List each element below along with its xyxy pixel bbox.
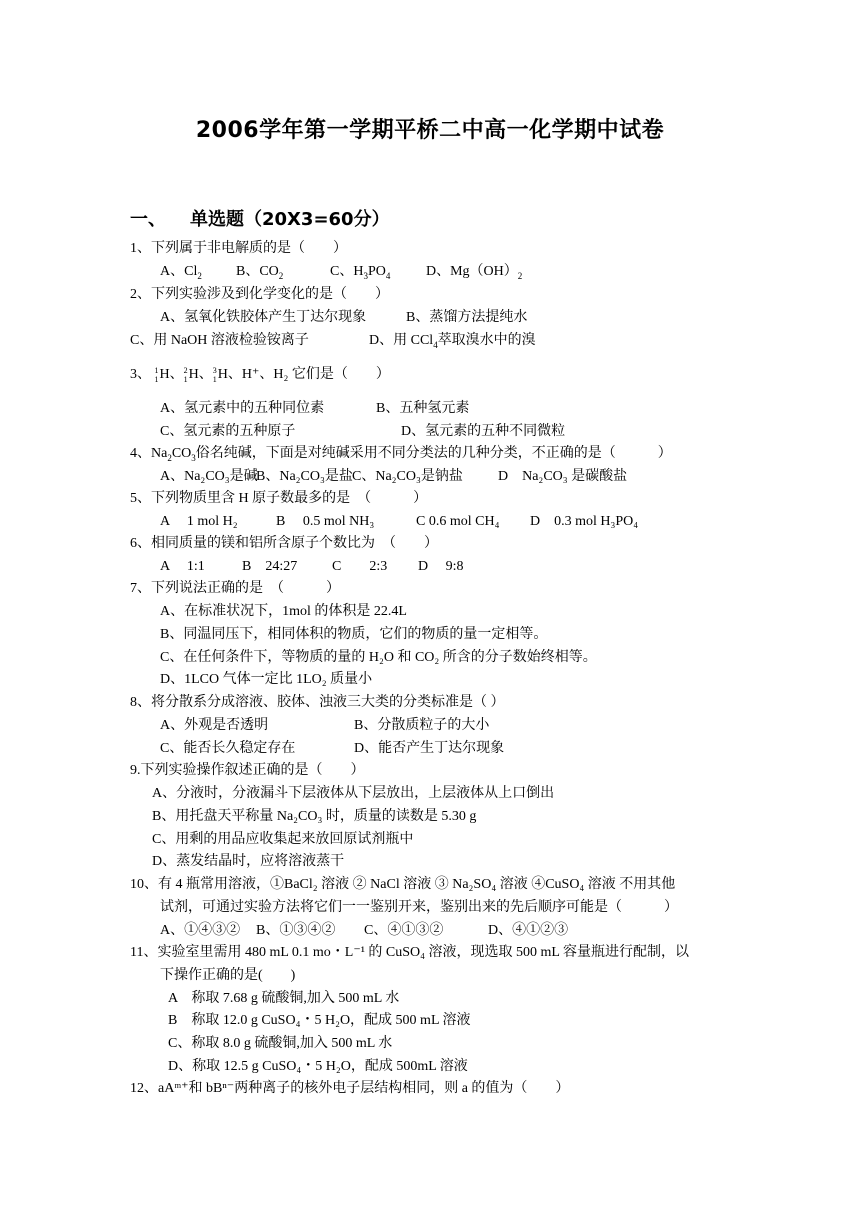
question-7-option-b: B、同温同压下，相同体积的物质，它们的物质的量一定相等。 [160,627,548,642]
option-c-text: C、H [330,264,364,279]
option-d: D、氢元素的五种不同微粒 [401,424,566,439]
question-7-option-c: C、在任何条件下，等物质的量的 H₂O 和 CO₂ 所含的分子数始终相等。 [160,650,597,665]
option-b-text: B、CO [236,264,279,279]
atomic-number: 1 [183,375,188,384]
question-2-stem: 2、下列实验涉及到化学变化的是（ ） [130,287,389,302]
isotope-notation-1 [155,366,159,384]
option-b: B、蒸馏方法提纯水 [406,310,528,325]
question-7-stem: 7、下列说法正确的是 （ ） [130,581,340,596]
option-c: C、氢元素的五种原子 [160,424,296,439]
question-2-options-row2 [130,332,536,350]
question-9-option-b: B、用托盘天平称量 Na₂CO₃ 时，质量的读数是 5.30 g [152,809,477,824]
isotope-notation-3 [213,366,217,384]
option-d: D、用 CCl$_4$萃取溴水中的溴 [369,333,536,350]
option-a: A 1 mol H₂ [160,514,238,529]
option-c: C、能否长久稳定存在 [160,741,296,756]
question-11-option-b: B 称取 12.0 g CuSO₄・5 H₂O，配成 500 mL 溶液 [168,1013,471,1028]
question-11-option-a: A 称取 7.68 g 硫酸铜,加入 500 mL 水 [168,991,400,1006]
option-b: B、Na₂CO₃是盐 [256,469,353,484]
section-number: 一、 [130,209,166,230]
option-a: A、①④③② [160,923,241,938]
question-1-options [160,263,522,281]
question-11-option-d: D、称取 12.5 g CuSO₄・5 H₂O，配成 500mL 溶液 [168,1059,468,1074]
question-6-options [160,558,464,576]
isotope-notation-2 [184,366,188,384]
option-d: D、$Mg(OH)_2$ [426,264,523,281]
option-c-text-2: PO [367,264,386,279]
question-5-stem: 5、下列物质里含 H 原子数最多的是 （ ） [130,491,428,506]
question-7-option-d: D、1LCO 气体一定比 1LO₂ 质量小 [160,672,373,687]
option-b: B、分散质粒子的大小 [354,718,490,733]
question-11-option-c: C、称取 8.0 g 硫酸铜,加入 500 mL 水 [168,1036,393,1051]
question-9-option-a: A、分液时，分液漏斗下层液体从下层放出，上层液体从上口倒出 [152,786,555,801]
atomic-number: 1 [212,375,217,384]
option-a-text: A、Cl [160,264,198,279]
atomic-number: 1 [154,375,159,384]
option-c: C、$H_3PO_4$ [330,264,391,281]
option-d-text: D、Mg（OH） [426,264,518,279]
option-d: D、能否产生丁达尔现象 [354,741,505,756]
question-3-options-row2 [160,423,565,441]
question-11-stem-line1: 11、实验室里需用 480 mL 0.1 mo・L⁻¹ 的 CuSO₄ 溶液，现选取 500 mL 容量瓶进行配制，以 [130,945,689,960]
question-number: 3、 [130,367,151,383]
option-d-text-2: 萃取溴水中的溴 [437,333,536,348]
question-11-stem-line2: 下操作正确的是( ) [160,968,296,983]
option-b: B、①③④② [256,923,336,938]
question-2-options-row1 [160,309,527,327]
question-4-text-2: CO [171,446,192,461]
question-4-options [160,468,627,486]
question-3-options-row1 [160,400,469,418]
option-d-text: D、用 CCl [369,333,434,348]
question-4-text-3: 俗名纯碱，下面是对纯碱采用不同分类法的几种分类，不正确的是（ ） [195,446,672,461]
option-a: A、氢氧化铁胶体产生丁达尔现象 [160,310,367,325]
option-b: B、五种氢元素 [376,401,470,416]
question-10-options [160,922,568,940]
question-3-tail: H、H⁺、H₂ 它们是（ ） [217,367,390,383]
page-title: 2006学年第一学期平桥二中高一化学期中试卷 [195,118,665,143]
option-a: A、氢元素中的五种同位素 [160,401,325,416]
option-b: B 24:27 [242,559,298,574]
option-d: D Na₂CO₃ 是碳酸盐 [498,469,628,484]
question-9-option-d: D、蒸发结晶时，应将溶液蒸干 [152,854,345,869]
option-a: A、$Cl_2$ [160,264,202,281]
question-8-options-row2 [160,740,504,758]
option-c: C 0.6 mol CH₄ [416,514,500,529]
option-a: A 1:1 [160,559,205,574]
question-8-stem: 8、将分散系分成溶液、胶体、浊液三大类的分类标准是（ ） [130,695,505,710]
mass-number: 1 [154,366,159,375]
mass-number: 2 [183,366,188,375]
option-b: B、$CO_2$ [236,264,284,281]
mass-number: 3 [212,366,217,375]
section-label: 单选题（20X3=60分） [190,209,390,230]
question-10-stem-line1: 10、有 4 瓶常用溶液，①BaCl₂ 溶液 ② NaCl 溶液 ③ Na₂SO₄ 溶液 ④CuSO₄ 溶液 不用其他 [130,877,676,892]
question-4-stem: 4、$Na_2CO_3$俗名纯碱，下面是对纯碱采用不同分类法的几种分类，不正确的是（ ） [130,446,672,463]
option-a: A、Na₂CO₃是碱 [160,469,258,484]
option-b: B 0.5 mol NH₃ [276,514,375,529]
option-d: D 9:8 [418,559,464,574]
question-6-stem: 6、相同质量的镁和铝所含原子个数比为 （ ） [130,536,438,551]
question-1-stem: 1、下列属于非电解质的是（ ） [130,241,347,256]
option-c: C 2:3 [332,559,388,574]
question-8-options-row1 [160,717,489,735]
option-d: D、④①②③ [488,923,569,938]
option-d: D 0.3 mol H₃PO₄ [530,514,639,529]
question-5-options [160,513,638,531]
question-4-text-1: 4、Na [130,446,168,461]
question-10-stem-line2: 试剂，可通过实验方法将它们一一鉴别开来，鉴别出来的先后顺序可能是（ ） [160,900,678,915]
question-12-stem: 12、aAᵐ⁺和 bBⁿ⁻两种离子的核外电子层结构相同，则 a 的值为（ ） [130,1081,570,1096]
option-c: C、Na₂CO₃是钠盐 [352,469,463,484]
question-9-option-c: C、用剩的用品应收集起来放回原试剂瓶中 [152,832,414,847]
question-9-stem: 9.下列实验操作叙述正确的是（ ） [130,763,365,778]
section-heading [130,205,390,231]
question-3-stem: 3、 1 1 H、 2 1 H、 3 1 H、H⁺、H₂ 它们是（ ） [130,366,390,384]
option-c: C、用 NaOH 溶液检验铵离子 [130,333,309,348]
question-7-option-a: A、在标准状况下，1mol 的体积是 22.4L [160,604,407,619]
option-a: A、外观是否透明 [160,718,269,733]
option-c: C、④①③② [364,923,444,938]
